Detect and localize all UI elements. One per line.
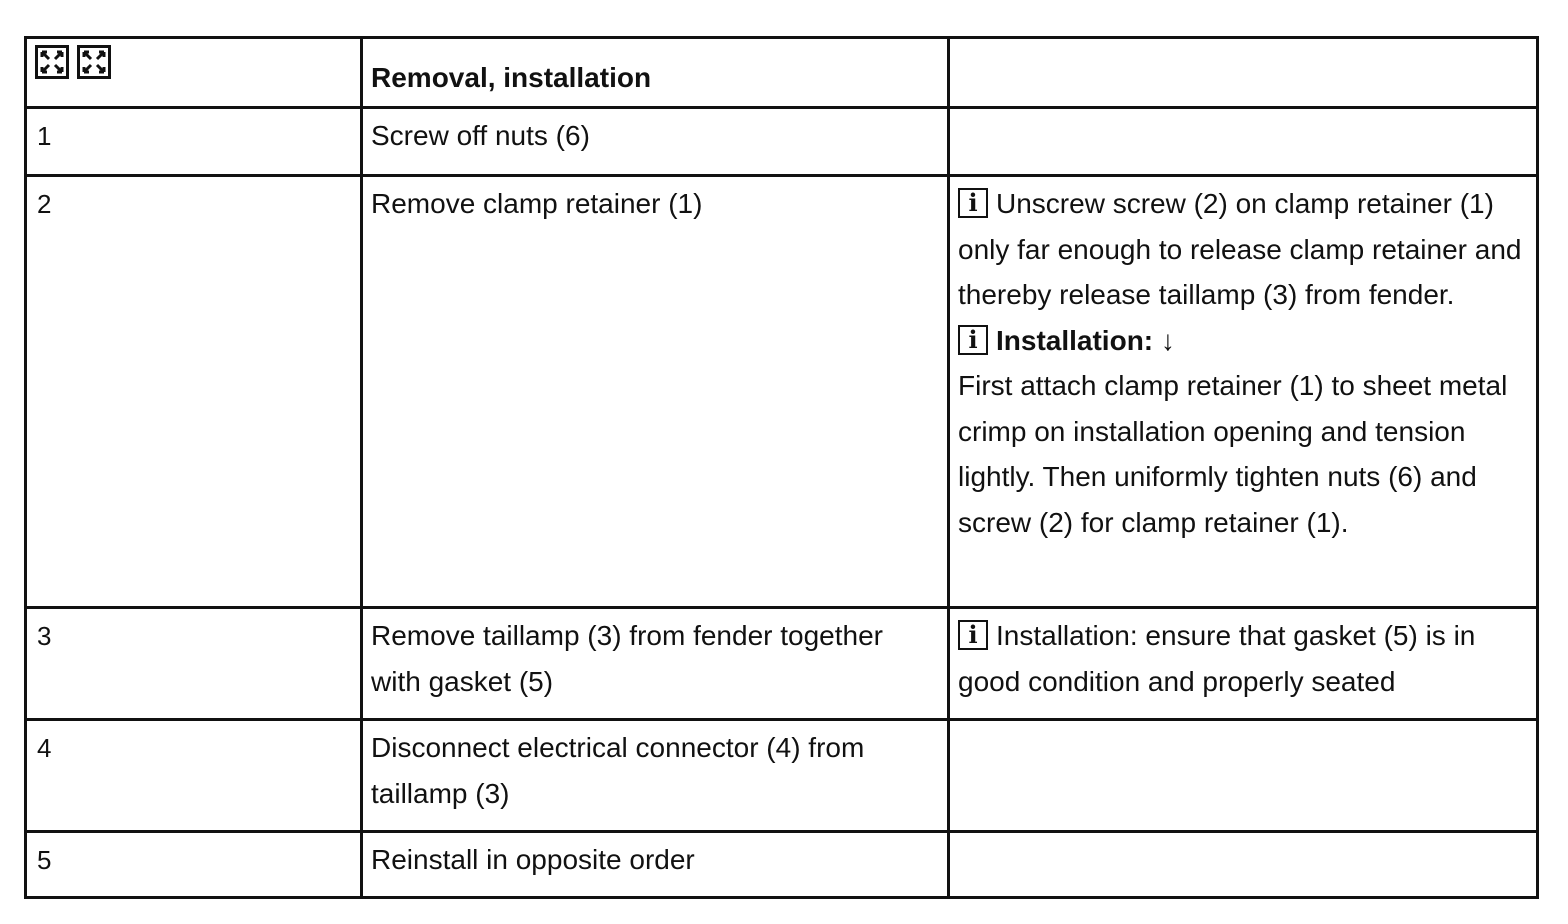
step-number-cell xyxy=(26,608,362,720)
header-icons-cell xyxy=(26,38,362,108)
step-number: 2 xyxy=(37,189,52,219)
notes-cell xyxy=(949,108,1538,176)
action-cell xyxy=(362,108,949,176)
expand-arrows-icon xyxy=(77,45,111,79)
step-number-cell xyxy=(26,720,362,832)
step-action: Disconnect electrical connector (4) from taillamp (3) xyxy=(371,732,865,809)
notes-cell xyxy=(949,176,1538,608)
step-number: 4 xyxy=(37,733,52,763)
step-number-cell xyxy=(26,108,362,176)
info-icon: i xyxy=(958,620,988,650)
expand-arrows-icon xyxy=(35,45,69,79)
table-row xyxy=(26,832,1538,898)
action-cell xyxy=(362,720,949,832)
notes-cell xyxy=(949,608,1538,720)
table-title: Removal, installation xyxy=(371,62,652,93)
notes-cell xyxy=(949,832,1538,898)
procedure-table xyxy=(24,36,1539,899)
step-number: 5 xyxy=(37,845,52,875)
table-row xyxy=(26,720,1538,832)
table-header-row xyxy=(26,38,1538,108)
step-action: Remove taillamp (3) from fender together with gasket (5) xyxy=(371,620,883,697)
info-note-text: Unscrew screw (2) on clamp retainer (1) only far enough to release clamp retainer and thereby release taillamp (3) from fender. xyxy=(958,188,1522,310)
header-notes-cell xyxy=(949,38,1538,108)
step-number-cell xyxy=(26,832,362,898)
step-number: 1 xyxy=(37,121,52,151)
table-row xyxy=(26,108,1538,176)
notes-cell xyxy=(949,720,1538,832)
action-cell xyxy=(362,832,949,898)
step-action: Reinstall in opposite order xyxy=(371,844,695,875)
info-note xyxy=(958,181,1528,318)
header-title-cell xyxy=(362,38,949,108)
step-number: 3 xyxy=(37,621,52,651)
installation-label: Installation: ↓ xyxy=(996,324,1175,356)
step-action: Screw off nuts (6) xyxy=(371,120,590,151)
table-row xyxy=(26,176,1538,608)
info-note xyxy=(958,613,1528,704)
info-note-text: Installation: ensure that gasket (5) is in good condition and properly seated xyxy=(958,620,1476,697)
table-row xyxy=(26,608,1538,720)
step-number-cell xyxy=(26,176,362,608)
action-cell xyxy=(362,176,949,608)
installation-text: First attach clamp retainer (1) to sheet metal crimp on installation opening and tension lightly. Then uniformly tighten nuts (6) and screw (2) for clamp retainer (1). xyxy=(958,370,1508,538)
action-cell xyxy=(362,608,949,720)
step-action: Remove clamp retainer (1) xyxy=(371,188,703,219)
installation-note xyxy=(958,318,1528,364)
info-icon: i xyxy=(958,188,988,218)
info-icon: i xyxy=(958,325,988,355)
